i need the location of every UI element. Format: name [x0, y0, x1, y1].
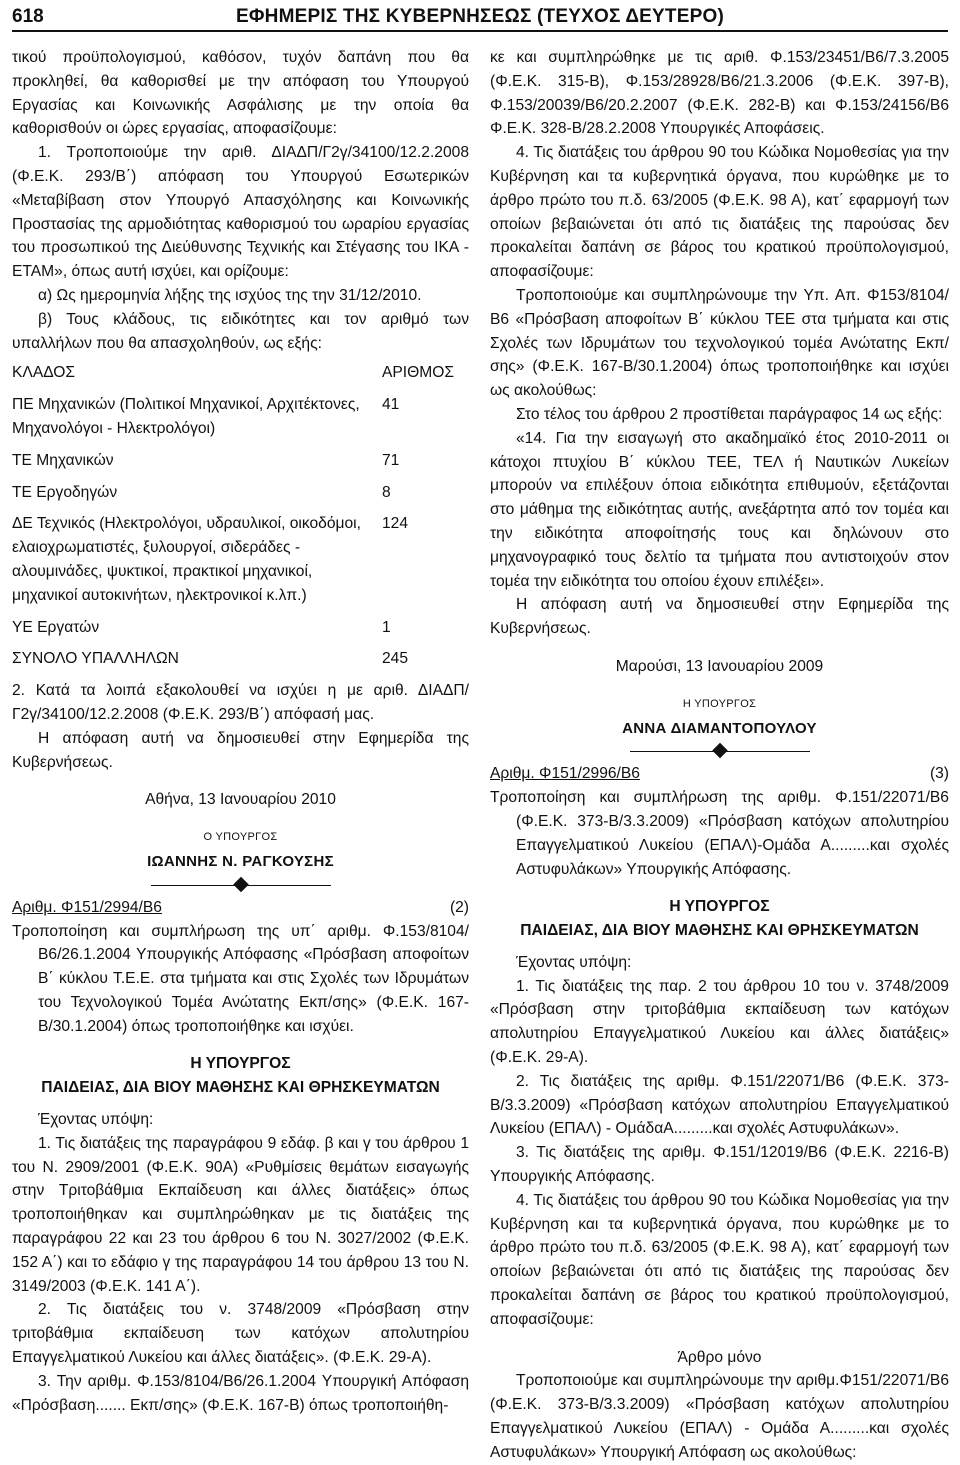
ministry-name: ΠΑΙΔΕΙΑΣ, ΔΙΑ ΒΙΟΥ ΜΑΘΗΣΗΣ ΚΑΙ ΘΡΗΣΚΕΥΜΑΤΩΝ — [41, 1079, 440, 1097]
right-column — [490, 46, 949, 1465]
table-cell-branch: ΥΕ Εργατών — [12, 618, 100, 636]
diamond-icon — [233, 876, 249, 892]
signer-name: ΙΩΑΝΝΗΣ Ν. ΡΑΓΚΟΥΣΗΣ — [147, 852, 334, 870]
paragraph: τικού προϋπολογισμού, καθόσον, τυχόν δαπάνη που θα προκληθεί, θα καθορισθεί με την απόφαση του Υπουργού Εργασίας και Κοινωνικής Ασφάλισης με την οποία θα καθορισθούν οι ώρες εργασίας, αποφασίζουμε: — [12, 49, 469, 138]
table-cell-count: 124 — [382, 515, 409, 533]
clause: 2. Τις διατάξεις του ν. 3748/2009 «Πρόσβαση στην τριτοβάθμια εκπαίδευση των κατόχων απολυτηρίου Επαγγελματικού Λυκείου και άλλες διατάξεις». (Φ.Ε.Κ. 29-Α). — [12, 1301, 469, 1367]
paragraph: 2. Κατά τα λοιπά εξακολουθεί να ισχύει η με αριθ. ΔΙΑΔΠ/Γ2γ/34100/12.2.2008 (Φ.Ε.Κ. 293/Β΄) απόφασή μας. — [12, 682, 469, 723]
header-divider — [12, 30, 948, 32]
decision-number: Αριθμ. Φ151/2996/Β6 — [490, 765, 640, 783]
section-separator — [151, 878, 331, 892]
table-cell-count: 8 — [382, 483, 391, 501]
paragraph: Τροποποιούμε και συμπληρώνουμε την Υπ. Απ. Φ153/8104/Β6 «Πρόσβαση αποφοίτων Β΄ κύκλου ΤΕΕ στα τμήματα και στις Σχολές των Ιδρυμάτων του τεχνολογικού τομέα Ανώτατης Εκπ/σης» (Φ.Ε.Κ. 167-Β/30.1.2004) όπως τροποποιήθηκε και ισχύει ως ακολούθως: — [490, 286, 949, 400]
staff-table — [12, 361, 469, 671]
table-header-branch: ΚΛΑΔΟΣ — [12, 364, 76, 382]
table-cell-branch: ΔΕ Τεχνικός (Ηλεκτρολόγοι, υδραυλικοί, οικοδόμοι, ελαιοχρωματιστές, ξυλουργοί, σιδεράδες - αλουμινάδες, ψυκτικοί, πρακτικοί μηχανικοί, μηχανικοί αυτοκινήτων, ηλεκτρονικοί κ.λπ.) — [12, 515, 361, 604]
ministry-title: Η ΥΠΟΥΡΓΟΣ — [190, 1055, 291, 1073]
paragraph: α) Ως ημερομηνία λήξης της ισχύος της την 31/12/2010. — [38, 286, 422, 304]
signer-name: ΑΝΝΑ ΔΙΑΜΑΝΤΟΠΟΥΛΟΥ — [622, 719, 817, 737]
paragraph: Στο τέλος του άρθρου 2 προστίθεται παράγραφος 14 ως εξής: — [516, 405, 943, 423]
decision-subject: Τροποποίηση και συμπλήρωση της υπ΄ αριθμ. Φ.153/8104/Β6/26.1.2004 Υπουργικής Απόφασης «Πρόσβαση αποφοίτων Β΄ κύκλου Τ.Ε.Ε. στα τμήματα και στις Σχολές των Ιδρυμάτων του Τεχνολογικού Τομέα Ανώτατης Εκπ/σης» (Φ.Ε.Κ. 167-Β/30.1.2004) όπως τροποποιήθηκε και ισχύει. — [12, 922, 469, 1035]
paragraph: β) Τους κλάδους, τις ειδικότητες και τον αριθμό των υπαλλήλων που θα απασχοληθούν, ως εξής: — [12, 310, 469, 352]
clause: 1. Τις διατάξεις της παραγράφου 9 εδάφ. β και γ του άρθρου 1 του Ν. 2909/2001 (Φ.Ε.Κ. 90Α) «Ρυθμίσεις θεμάτων εισαγωγής στην Τριτοβάθμια Εκπαίδευση και άλλες διατάξεις» όπως τροποποιήθηκαν και συμπληρώθηκαν με τις διατάξεις της παραγράφου 22 και 23 του άρθρου 6 του Ν. 3027/2002 (Φ.Ε.Κ. 152 Α΄) και το εδάφιο γ της παραγράφου 14 του άρθρου 13 του Ν. 3149/2003 (Φ.Ε.Κ. 141 Α΄). — [12, 1134, 469, 1295]
table-cell-branch: ΣΥΝΟΛΟ ΥΠΑΛΛΗΛΩΝ — [12, 650, 179, 668]
table-cell-count: 245 — [382, 650, 409, 668]
signer-title: Ο ΥΠΟΥΡΓΟΣ — [203, 831, 278, 844]
table-row — [12, 441, 469, 473]
clause: 3. Την αριθμ. Φ.153/8104/Β6/26.1.2004 Υπουργική Απόφαση «Πρόσβαση....... Εκπ/σης» (Φ.Ε.Κ. 167-Β) όπως τροποποιήθη- — [12, 1372, 469, 1414]
left-column — [12, 46, 469, 1417]
paragraph: «14. Για την εισαγωγή στο ακαδημαϊκό έτος 2010-2011 οι κάτοχοι πτυχίου Β΄ κύκλου ΤΕΕ, ΤΕΛ ή Ναυτικών Λυκείων μπορούν να επιλέξουν όποια ειδικότητα επιθυμούν, εξετάζονται στο μάθημα της ειδικότητας αυτής, ανεξάρτητα από τον τομέα και την ειδικότητα αποφοίτησής τους και δηλώνουν στο μηχανογραφικό τους δελτίο τα τμήματα που αντιστοιχούν στον τομέα την ειδικότητα του οποίου έχουν επιλέξει». — [490, 429, 949, 590]
paragraph: 1. Τροποποιούμε την αριθ. ΔΙΑΔΠ/Γ2γ/34100/12.2.2008 (Φ.Ε.Κ. 293/Β΄) απόφαση του Υπουργού Εσωτερικών «Μεταβίβαση στον Υπουργό Απασχόλησης και Κοινωνικής Προστασίας της αρμοδιότητας καθορισμού του ωραρίου εργασίας του προσωπικού της Διεύθυνσης Τεχνικής και Στέγασης του ΙΚΑ - ΕΤΑΜ», όπως αυτή ισχύει, και ορίζουμε: — [12, 144, 469, 281]
table-cell-count: 1 — [382, 618, 391, 636]
clause: 1. Τις διατάξεις της παρ. 2 του άρθρου 10 του ν. 3748/2009 «Πρόσβαση στην τριτοβάθμια εκπαίδευση των κατόχων απολυτηρίου Επαγγελματικού Λυκείου και άλλες διατάξεις» (Φ.Ε.Κ. 29-Α). — [490, 977, 949, 1067]
place-date: Μαρούσι, 13 Ιανουαρίου 2009 — [615, 657, 824, 675]
page-number: 618 — [12, 6, 44, 27]
table-cell-branch: ΠΕ Μηχανικών (Πολιτικοί Μηχανικοί, Αρχιτέκτονες, Μηχανολόγοι - Ηλεκτρολόγοι) — [12, 396, 360, 437]
paragraph: Τροποποιούμε και συμπληρώνουμε την αριθμ.Φ151/22071/Β6 (Φ.Ε.Κ. 373-Β/3.3.2009) «Πρόσβαση κατόχων απολυτηρίου Επαγγελματικού Λυκείου (ΕΠΑΛ) - Ομάδα Α.........και σχολές Αστυφυλάκων» Υπουργική Απόφαση ως ακολούθως: — [490, 1372, 949, 1461]
clause: 4. Τις διατάξεις του άρθρου 90 του Κώδικα Νομοθεσίας για την Κυβέρνηση και τα κυβερνητικά όργανα, που κυρώθηκε με το άρθρο πρώτο του π.δ. 63/2005 (Φ.Ε.Κ. 98 Α), κατ΄ εφαρμογή των οποίων βεβαιώνεται ότι από τις διατάξεις της παρούσας δεν προκαλείται δαπάνη σε βάρος του κρατικού προϋπολογισμού, αποφασίζουμε: — [490, 1191, 949, 1328]
paragraph: κε και συμπληρώθηκε με τις αριθ. Φ.153/23451/Β6/7.3.2005 (Φ.Ε.Κ. 315-Β), Φ.153/28928/Β6/21.3.2006 (Φ.Ε.Κ. 397-Β), Φ.153/20039/Β6/20.2.2007 (Φ.Ε.Κ. 282-Β) και Φ.153/24156/Β6 Φ.Ε.Κ. 328-Β/28.2.2008 Υπουργικές Αποφάσεις. — [490, 49, 949, 138]
decision-subject: Τροποποίηση και συμπλήρωση της αριθμ. Φ.151/22071/Β6 (Φ.Ε.Κ. 373-Β/3.3.2009) «Πρόσβαση κατόχων απολυτηρίου Επαγγελματικού Λυκείου (ΕΠΑΛ)-Ομάδα Α.........και σχολές Αστυφυλάκων» Υπουργικής Απόφασης. — [490, 789, 949, 878]
paragraph: 4. Τις διατάξεις του άρθρου 90 του Κώδικα Νομοθεσίας για την Κυβέρνηση και τα κυβερνητικά όργανα, που κυρώθηκε με το άρθρο πρώτο του π.δ. 63/2005 (Φ.Ε.Κ. 98 Α), κατ΄ εφαρμογή των οποίων βεβαιώνεται ότι από τις διατάξεις της παρούσας δεν προκαλείται δαπάνη σε βάρος του κρατικού προϋπολογισμού, αποφασίζουμε: — [490, 144, 949, 281]
paragraph: Η απόφαση αυτή να δημοσιευθεί στην Εφημερίδα της Κυβερνήσεως. — [12, 729, 469, 771]
table-cell-branch: ΤΕ Εργοδηγών — [12, 483, 118, 501]
article-heading: Άρθρο μόνο — [677, 1348, 762, 1366]
table-row — [12, 385, 469, 441]
decision-number: Αριθμ. Φ151/2994/Β6 — [12, 898, 162, 916]
having-regard: Έχοντας υπόψη: — [38, 1111, 154, 1129]
place-date: Αθήνα, 13 Ιανουαρίου 2010 — [145, 791, 336, 809]
table-row — [12, 504, 469, 607]
table-cell-count: 71 — [382, 451, 400, 469]
decision-index: (3) — [929, 765, 949, 783]
diamond-icon — [712, 743, 728, 759]
decision-reference — [490, 762, 949, 786]
having-regard: Έχοντας υπόψη: — [516, 953, 632, 971]
table-header-count: ΑΡΙΘΜΟΣ — [382, 364, 455, 382]
gazette-title: ΕΦΗΜΕΡΙΣ ΤΗΣ ΚΥΒΕΡΝΗΣΕΩΣ (ΤΕΥΧΟΣ ΔΕΥΤΕΡΟ) — [236, 6, 724, 27]
signer-title: Η ΥΠΟΥΡΓΟΣ — [682, 697, 757, 710]
ministry-name: ΠΑΙΔΕΙΑΣ, ΔΙΑ ΒΙΟΥ ΜΑΘΗΣΗΣ ΚΑΙ ΘΡΗΣΚΕΥΜΑΤΩΝ — [520, 922, 919, 940]
section-separator — [630, 744, 810, 758]
decision-index: (2) — [449, 898, 469, 916]
table-cell-count: 41 — [382, 396, 400, 414]
table-cell-branch: ΤΕ Μηχανικών — [12, 451, 114, 469]
table-row — [12, 639, 469, 671]
table-row — [12, 608, 469, 640]
clause: 3. Τις διατάξεις της αριθμ. Φ.151/12019/Β6 (Φ.Ε.Κ. 2216-Β) Υπουργικής Απόφασης. — [490, 1144, 949, 1186]
decision-reference — [12, 896, 469, 920]
paragraph: Η απόφαση αυτή να δημοσιευθεί στην Εφημερίδα της Κυβερνήσεως. — [490, 596, 949, 638]
table-row — [12, 473, 469, 505]
clause: 2. Τις διατάξεις της αριθμ. Φ.151/22071/Β6 (Φ.Ε.Κ. 373-Β/3.3.2009) «Πρόσβαση κατόχων απολυτηρίου Επαγγελματικού Λυκείου (ΕΠΑΛ) - ΟμάδαΑ.........και σχολές Αστυφυλάκων». — [490, 1072, 949, 1138]
ministry-title: Η ΥΠΟΥΡΓΟΣ — [669, 898, 770, 916]
